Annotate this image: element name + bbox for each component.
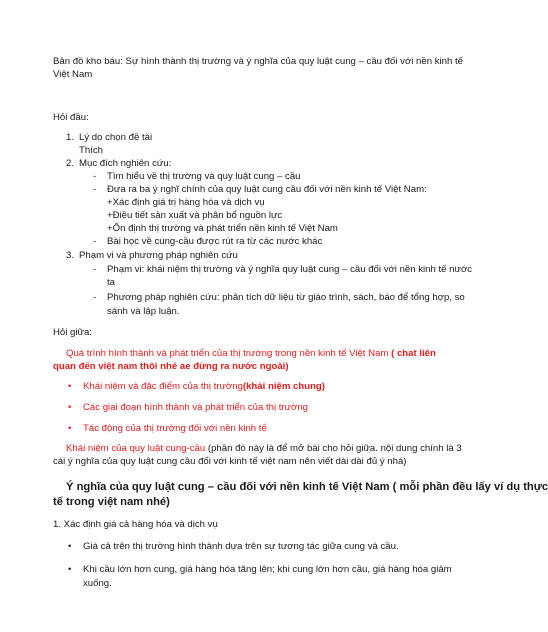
purpose-point-2: +Điều tiết sản xuất và phân bổ nguồn lực [107,210,283,221]
dash-marker: - [93,236,97,247]
list-number: 1. [66,132,75,143]
mid-paragraph-2 [66,443,462,455]
dash-marker: - [93,171,97,182]
list-number: 2. [66,158,75,169]
mid-paragraph-1-red: Quá trình hình thành và phát triển của thị trường trong nền kinh tế Việt Nam [66,348,389,359]
purpose-bullet-2: Đưa ra ba ý nghĩ chính của quy luật cung cầu đối với nền kinh tế Việt Nam: [107,184,427,195]
section-bullet-2-cont: xuống. [83,578,112,589]
purpose-bullet-3: Bài học về cung-cầu được rút ra từ các nước khác [107,236,323,247]
section-subheading-1: 1. Xác định giá cả hàng hóa và dịch vụ [53,519,218,530]
mid-paragraph-2-rest: (phần đó này là để mở bài cho hỏi giữa. nội dung chính là 3 [207,443,462,454]
list-item-reason: Lý do chọn đề tài [79,132,153,143]
bullet-dot: • [68,402,72,413]
section-bullet-1: Giá cả trên thị trường hình thành dựa trên sự tương tác giữa cung và cầu. [83,541,399,552]
scope-bullet-1: Phạm vi: khái niệm thị trường và ý nghĩa quy luật cung – cầu đối với nền kinh tế nước [107,264,473,275]
list-item-scope: Phạm vi và phương pháp nghiên cứu [79,250,238,261]
list-number: 3. [66,250,75,261]
list-item-purpose: Mục đích nghiên cứu: [79,158,172,169]
bullet-dot: • [68,381,72,392]
purpose-point-3: +Ổn định thị trường và phát triển nền kinh tế Việt Nam [107,223,338,234]
mid-bullet-2: Các giai đoạn hình thành và phát triển của thị trường [83,402,308,413]
mid-bullet-1-text: Khái niệm và đặc điểm của thị trường [83,381,243,392]
section-heading-line-1: Ý nghĩa của quy luật cung – cầu đối với nền kinh tế Việt Nam ( mỗi phần đều lấy ví dụ thực [66,481,548,493]
mid-paragraph-1-note: ( chat liên [391,348,436,359]
list-item-reason-answer: Thích [79,145,103,156]
intro-heading: Hỏi đầu: [53,112,89,123]
dash-marker: - [93,184,97,195]
mid-bullet-3: Tác động của thị trường đối với nền kinh tế [83,423,267,434]
section-heading-line-2: tế trong việt nam nhé) [53,496,170,508]
scope-bullet-2: Phương pháp nghiên cứu: phân tích dữ liệu từ giáo trình, sách, báo để tổng hợp, so [107,292,465,303]
mid-bullet-1-note: (khái niệm chung) [242,381,325,392]
purpose-point-1: +Xác định giá trị hàng hóa và dịch vụ [107,197,265,208]
section-bullet-2: Khi cầu lớn hơn cung, giá hàng hóa tăng lên; khi cung lớn hơn cầu, giá hàng hóa giảm [83,564,452,575]
mid-paragraph-2-red: Khái niệm của quy luật cung-cầu [66,443,206,454]
bullet-dot: • [68,564,72,575]
doc-title-line-1: Bản đồ kho báu: Sự hình thành thị trường và ý nghĩa của quy luật cung – cầu đối với nền kinh tế [53,56,463,67]
mid-heading: Hỏi giữa: [53,327,92,338]
mid-bullet-1 [83,381,325,393]
purpose-bullet-1: Tìm hiểu về thị trường và quy luật cung – cầu [107,171,301,182]
scope-bullet-1-cont: ta [107,277,116,288]
mid-paragraph-1-note-cont: quan đến việt nam thôi nhé ae đừng ra nước ngoài) [53,361,289,372]
dash-marker: - [93,264,97,275]
scope-bullet-2-cont: sánh và lập luận. [107,306,180,317]
mid-paragraph-2-cont: cái ý nghĩa của quy luật cung cầu đối với kinh tế việt nam nên viết dài dài đủ ý nhá) [53,456,407,467]
bullet-dot: • [68,541,72,552]
mid-paragraph-1 [66,348,436,360]
bullet-dot: • [68,423,72,434]
dash-marker: - [93,292,97,303]
doc-title-line-2: Việt Nam [53,69,93,80]
